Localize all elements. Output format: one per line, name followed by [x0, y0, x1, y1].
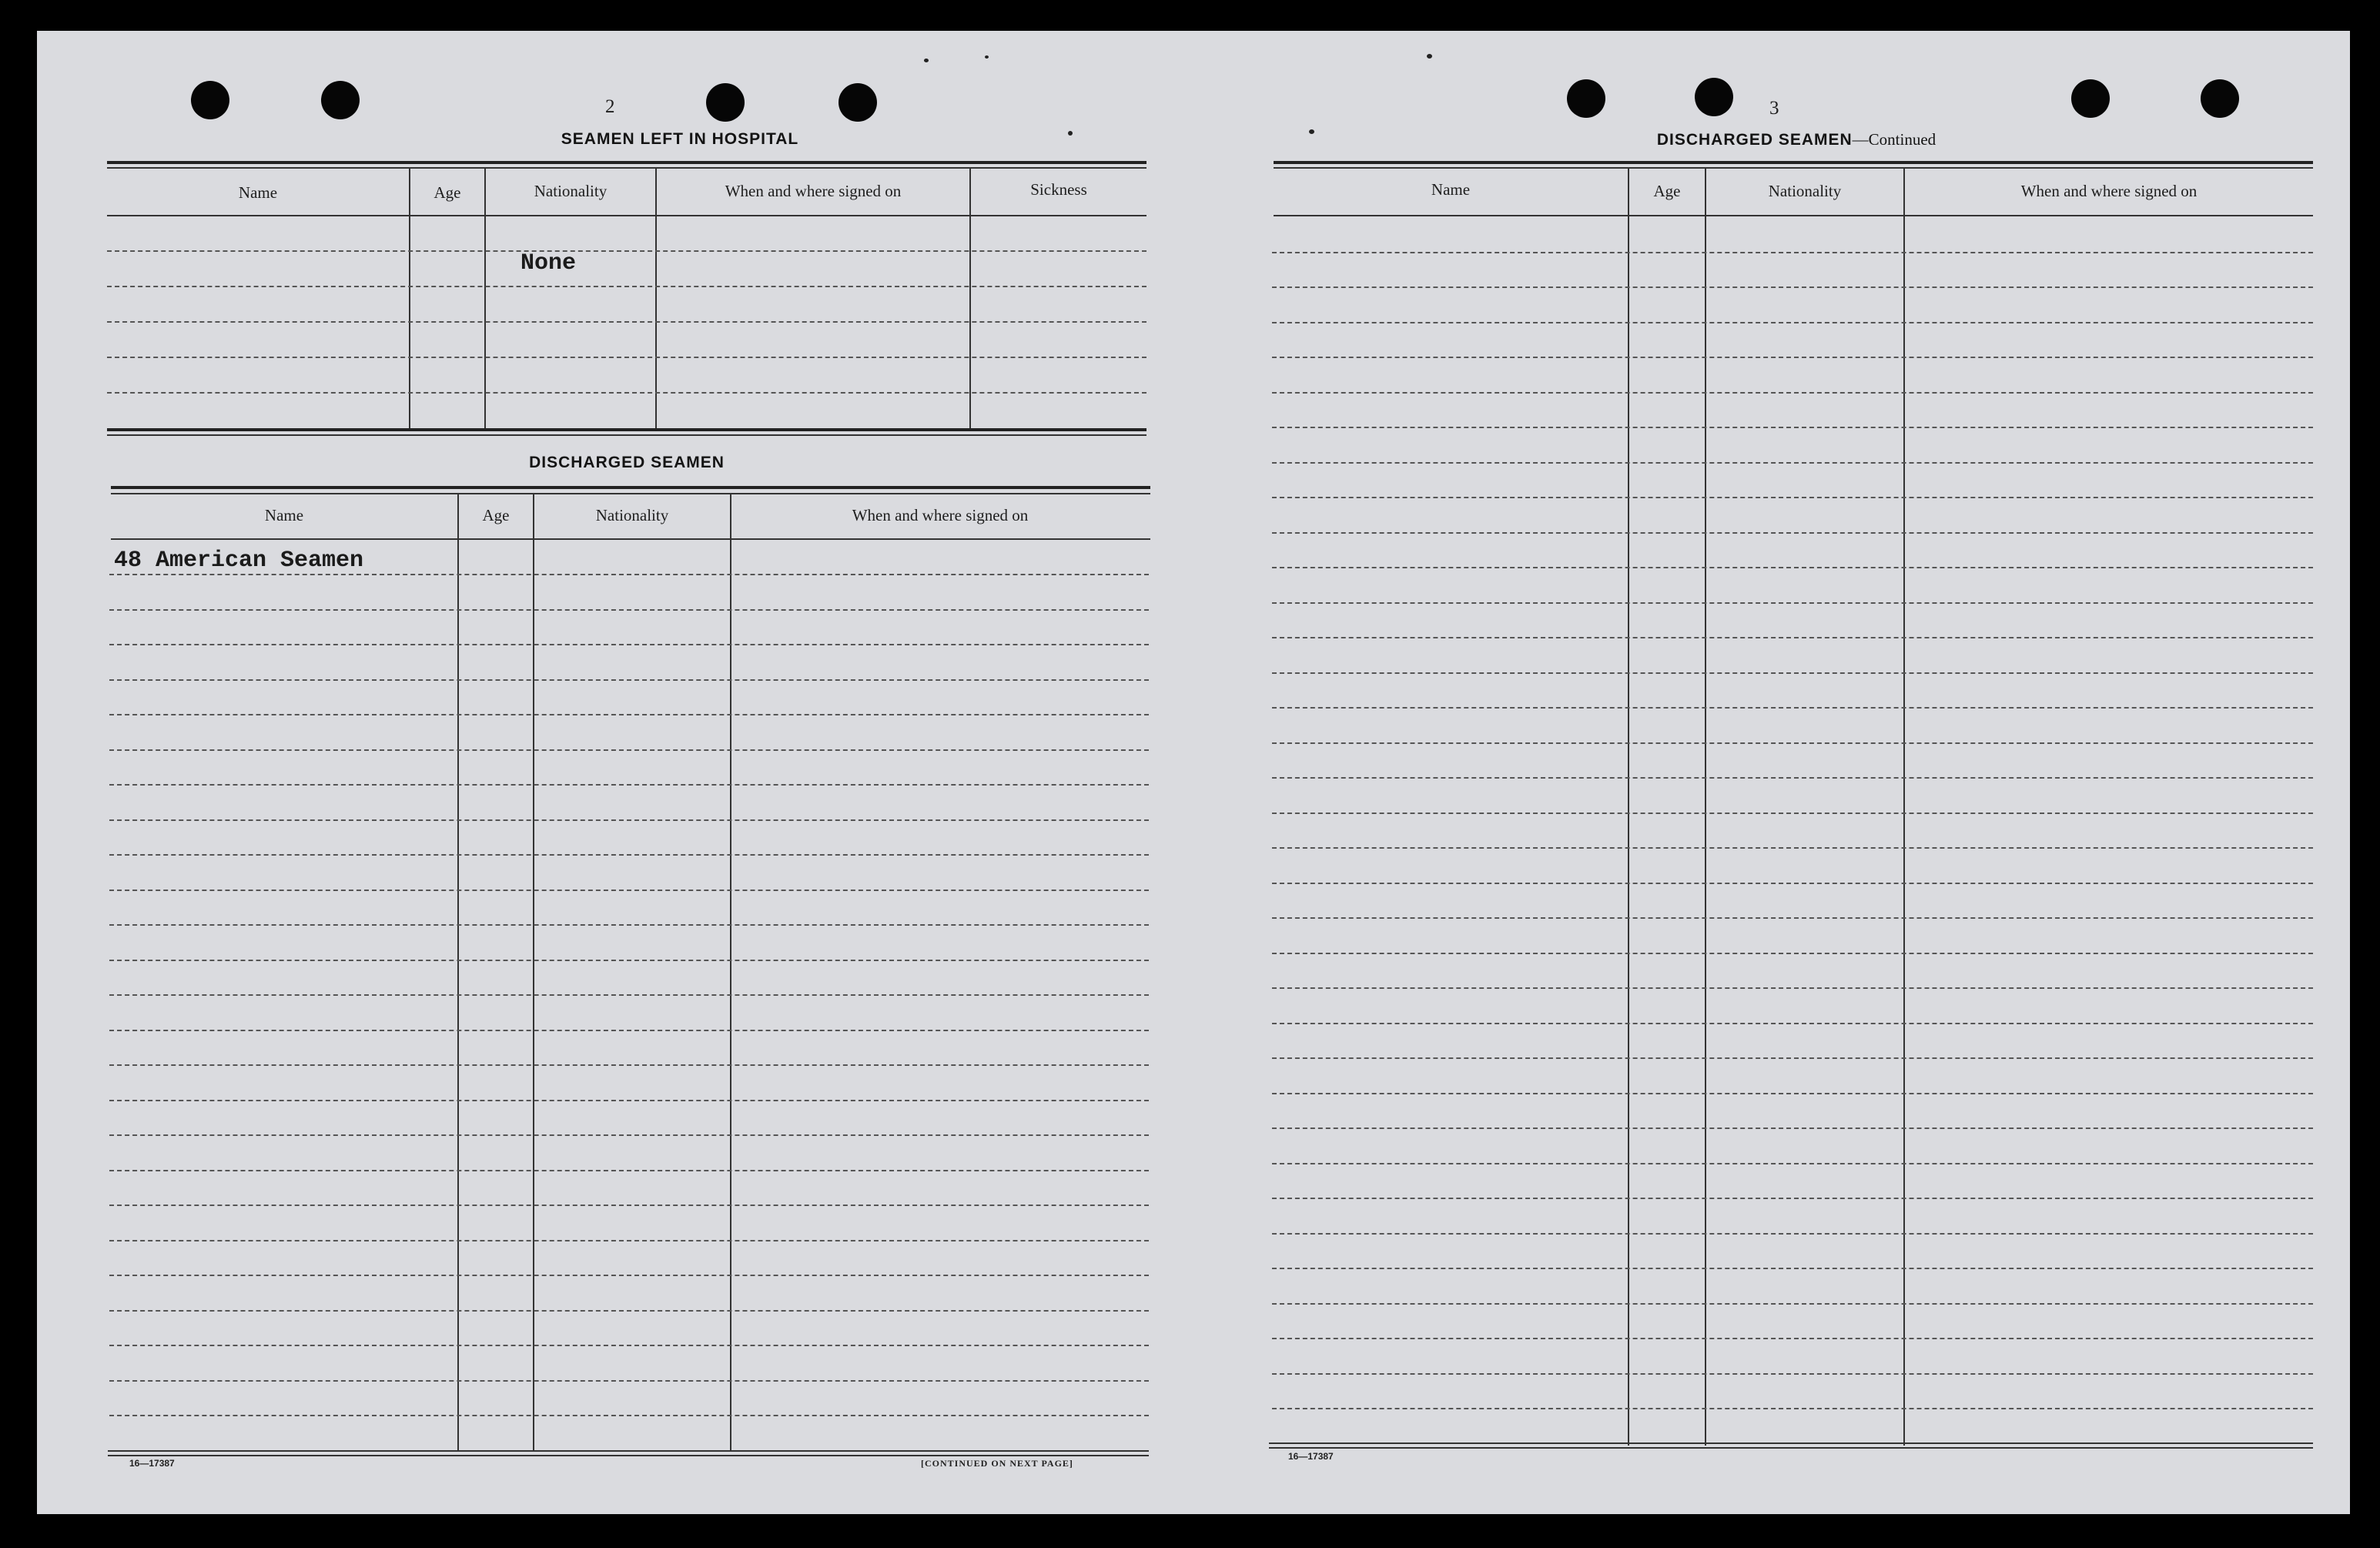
section-title-discharged-continued [1265, 130, 2328, 149]
continued-note: [CONTINUED ON NEXT PAGE] [921, 1458, 1073, 1469]
table-row-line [1272, 742, 2313, 744]
table-row-line [109, 1345, 1149, 1346]
column-divider [1705, 167, 1706, 1446]
table-row-line [109, 1170, 1149, 1171]
table-row-line [109, 924, 1149, 926]
column-header-name: Name [264, 506, 304, 524]
section-title-main: DISCHARGED SEAMEN [1656, 131, 1853, 149]
table-bottom-rule [1269, 1442, 2313, 1444]
column-divider [457, 493, 459, 1452]
table-row-line [109, 960, 1149, 961]
table-row-line [1272, 1373, 2313, 1375]
table-row-line [1272, 462, 2313, 464]
table-row-line [107, 250, 1146, 252]
section-title-hospital: SEAMEN LEFT IN HOSPITAL [561, 130, 799, 148]
table-row-line [1272, 1408, 2313, 1409]
punch-hole [839, 83, 877, 122]
table-row-line [109, 1030, 1149, 1031]
table-row-line [109, 679, 1149, 681]
table-row-line [1272, 1303, 2313, 1305]
table-bottom-rule [108, 1450, 1149, 1452]
table-row-line [1272, 777, 2313, 779]
table-row-line [1272, 1057, 2313, 1059]
form-code: 16—17387 [1288, 1451, 1334, 1462]
table-row-line [107, 357, 1146, 358]
table-row-line [1272, 427, 2313, 428]
table-row-line [1272, 252, 2313, 253]
table-row-line [107, 321, 1146, 323]
column-header-nationality: Nationality [595, 506, 669, 524]
document-sheet [37, 31, 2350, 1514]
punch-hole [706, 83, 745, 122]
table-row-line [109, 854, 1149, 856]
table-bottom-rule [1269, 1447, 2313, 1449]
table-row-line [109, 574, 1149, 575]
column-header-name: Name [238, 183, 278, 202]
table-row-line [109, 1415, 1149, 1416]
table-row-line [109, 994, 1149, 996]
column-divider [1628, 167, 1629, 1446]
table-row-line [1272, 953, 2313, 954]
section-rule [107, 161, 1146, 164]
table-row-line [1272, 1023, 2313, 1024]
table-row-line [107, 392, 1146, 394]
table-row-line [1272, 917, 2313, 919]
table-row-line [1272, 1338, 2313, 1339]
table-row-line [109, 1380, 1149, 1382]
table-row-line [1272, 813, 2313, 814]
column-header-sickness: Sickness [1030, 180, 1087, 199]
table-row-line [109, 644, 1149, 645]
table-row-line [1272, 1127, 2313, 1129]
table-row-line [1272, 672, 2313, 674]
table-row-line [1272, 847, 2313, 849]
table-row-line [109, 1205, 1149, 1206]
header-rule [107, 215, 1146, 216]
table-row-line [1272, 392, 2313, 394]
form-code: 16—17387 [129, 1458, 175, 1469]
punch-hole [2201, 79, 2239, 118]
table-bottom-rule [108, 1455, 1149, 1456]
discharged-entry: 48 American Seamen [114, 548, 364, 574]
column-divider [1903, 167, 1905, 1446]
header-rule [1274, 215, 2313, 216]
table-row-line [1272, 637, 2313, 638]
ink-speck [985, 55, 989, 59]
punch-hole [2071, 79, 2110, 118]
table-row-line [1272, 602, 2313, 604]
section-rule [107, 428, 1146, 431]
table-row-line [1272, 532, 2313, 534]
column-header-age: Age [482, 506, 510, 524]
column-header-nationality: Nationality [534, 182, 608, 200]
table-row-line [109, 609, 1149, 611]
punch-hole [321, 81, 360, 119]
table-row-line [1272, 1163, 2313, 1164]
table-row-line [109, 1100, 1149, 1101]
header-rule [111, 538, 1150, 540]
punch-hole [191, 81, 229, 119]
section-rule [1274, 167, 2313, 169]
page-number: 2 [605, 96, 615, 117]
table-row-line [1272, 286, 2313, 288]
table-row-line [1272, 567, 2313, 568]
section-title-discharged: DISCHARGED SEAMEN [529, 454, 725, 471]
page-number: 3 [1769, 98, 1779, 119]
table-row-line [107, 286, 1146, 287]
section-rule [107, 167, 1146, 169]
table-row-line [109, 1064, 1149, 1066]
punch-hole [1567, 79, 1605, 118]
ink-speck [924, 59, 929, 62]
table-row-line [109, 749, 1149, 751]
punch-hole [1695, 78, 1733, 116]
column-header-nationality: Nationality [1768, 182, 1842, 200]
table-row-line [109, 890, 1149, 891]
table-row-line [109, 714, 1149, 715]
table-row-line [1272, 497, 2313, 498]
table-row-line [109, 1310, 1149, 1312]
section-rule [111, 493, 1150, 494]
table-row-line [109, 1134, 1149, 1136]
table-row-line [1272, 1233, 2313, 1235]
table-row-line [1272, 322, 2313, 323]
table-row-line [1272, 883, 2313, 884]
column-divider [730, 493, 731, 1452]
section-title-continued: —Continued [1852, 130, 1936, 149]
column-divider [533, 493, 534, 1452]
ink-speck [1427, 54, 1432, 59]
column-header-age: Age [433, 183, 461, 202]
table-row-line [1272, 707, 2313, 709]
table-row-line [1272, 357, 2313, 358]
column-header-signed-on: When and where signed on [2020, 182, 2198, 200]
hospital-entry: None [521, 250, 577, 276]
column-header-signed-on: When and where signed on [725, 182, 902, 200]
table-row-line [1272, 1268, 2313, 1269]
table-row-line [1272, 987, 2313, 989]
table-row-line [109, 819, 1149, 821]
column-header-signed-on: When and where signed on [852, 506, 1029, 524]
table-row-line [109, 1240, 1149, 1241]
column-header-age: Age [1653, 182, 1681, 200]
table-row-line [1272, 1198, 2313, 1199]
table-row-line [109, 1275, 1149, 1276]
table-row-line [1272, 1093, 2313, 1094]
section-rule [107, 434, 1146, 436]
section-rule [1274, 161, 2313, 164]
table-row-line [109, 784, 1149, 786]
column-header-name: Name [1431, 180, 1471, 199]
section-rule [111, 486, 1150, 489]
